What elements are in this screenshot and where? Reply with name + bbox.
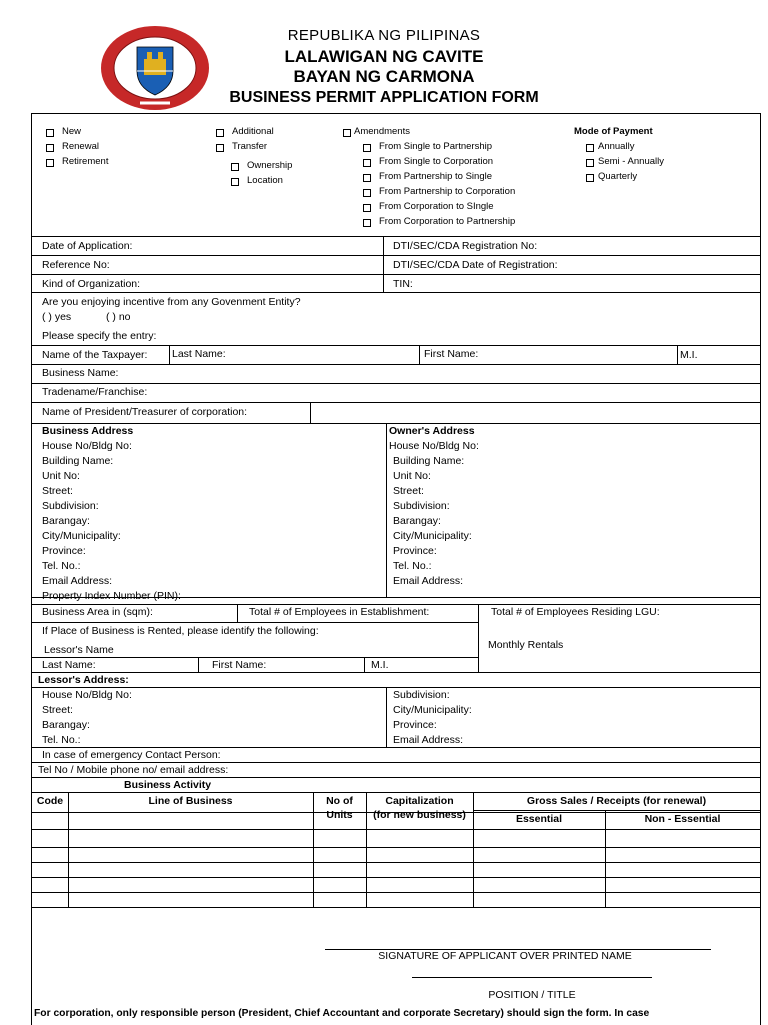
option-transfer-label: Transfer (232, 141, 268, 152)
option-retirement-label: Retirement (62, 156, 109, 167)
lessor-house-no-label: House No/Bldg No: (42, 689, 132, 701)
divider (32, 292, 760, 293)
divider (237, 604, 238, 622)
divider (32, 364, 760, 365)
owner-city-label: City/Municipality: (393, 530, 472, 542)
reference-no-label: Reference No: (42, 259, 110, 271)
checkbox-amendments[interactable] (343, 129, 351, 137)
employees-lgu-label: Total # of Employees Residing LGU: (491, 606, 660, 618)
option-additional-label: Additional (232, 126, 274, 137)
monthly-rentals-label: Monthly Rentals (488, 639, 564, 651)
lessor-city-label: City/Municipality: (393, 704, 472, 716)
divider (310, 402, 311, 423)
checkbox-ownership[interactable] (231, 163, 239, 171)
divider (473, 810, 760, 811)
business-house-no-label: House No/Bldg No: (42, 440, 132, 452)
emergency-contact-label: In case of emergency Contact Person: (42, 749, 221, 761)
checkbox-amend-6[interactable] (363, 219, 371, 227)
business-province-label: Province: (42, 545, 86, 557)
divider (419, 345, 420, 364)
checkbox-amend-5[interactable] (363, 204, 371, 212)
owner-email-label: Email Address: (393, 575, 464, 587)
divider (198, 657, 199, 672)
taxpayer-mi-label: M.I. (680, 349, 698, 361)
option-amend-6-label: From Corporation to Partnership (379, 216, 516, 227)
divider (169, 345, 170, 364)
option-amend-3-label: From Partnership to Single (379, 171, 492, 182)
checkbox-amend-2[interactable] (363, 159, 371, 167)
capitalization-header-2: (for new business) (373, 809, 466, 821)
checkbox-renewal[interactable] (46, 144, 54, 152)
divider (32, 892, 760, 893)
incentive-no-option[interactable]: ( ) no (106, 311, 131, 323)
option-amend-5-label: From Corporation to SIngle (379, 201, 494, 212)
code-header: Code (36, 795, 64, 807)
header-line-3: BAYAN NG CARMONA (293, 67, 475, 86)
line-of-business-header: Line of Business (148, 795, 233, 807)
divider (32, 672, 760, 673)
divider (32, 877, 760, 878)
divider (68, 792, 69, 907)
business-street-label: Street: (42, 485, 73, 497)
incentive-question: Are you enjoying incentive from any Govenment Entity? (42, 296, 301, 308)
checkbox-amend-4[interactable] (363, 189, 371, 197)
checkbox-additional[interactable] (216, 129, 224, 137)
owner-house-no-label: House No/Bldg No: (389, 440, 479, 452)
option-new-label: New (62, 126, 82, 137)
owner-street-label: Street: (393, 485, 424, 497)
divider (32, 657, 478, 658)
divider (32, 847, 760, 848)
checkbox-quarterly[interactable] (586, 174, 594, 182)
tin-label: TIN: (393, 278, 413, 290)
divider (32, 829, 760, 830)
business-city-label: City/Municipality: (42, 530, 121, 542)
checkbox-amend-1[interactable] (363, 144, 371, 152)
owner-barangay-label: Barangay: (393, 515, 441, 527)
essential-header: Essential (515, 813, 563, 825)
option-location-label: Location (247, 175, 283, 186)
business-email-label: Email Address: (42, 575, 113, 587)
divider (32, 236, 760, 237)
checkbox-semi-annually[interactable] (586, 159, 594, 167)
divider (32, 747, 760, 748)
divider (32, 604, 760, 605)
lessor-mi-label: M.I. (371, 659, 389, 671)
business-address-title: Business Address (42, 425, 134, 437)
divider (32, 777, 760, 778)
position-line (412, 977, 652, 978)
divider (364, 657, 365, 672)
lessor-street-label: Street: (42, 704, 73, 716)
checkbox-amend-3[interactable] (363, 174, 371, 182)
divider (32, 274, 760, 275)
pin-label: Property Index Number (PIN): (42, 590, 181, 602)
lessor-address-title: Lessor's Address: (38, 674, 129, 686)
divider (32, 402, 760, 403)
divider (386, 687, 387, 747)
no-of-units-header-1: No of (326, 795, 353, 807)
divider (383, 236, 384, 292)
mode-semi-annually-label: Semi - Annually (598, 156, 665, 167)
divider (32, 862, 760, 863)
option-ownership-label: Ownership (247, 160, 293, 171)
owner-address-title: Owner's Address (389, 425, 475, 437)
business-building-name-label: Building Name: (42, 455, 114, 467)
lessor-tel-label: Tel. No.: (42, 734, 81, 746)
business-activity-title: Business Activity (124, 779, 212, 791)
business-tel-label: Tel. No.: (42, 560, 81, 572)
signature-note: For corporation, only responsible person (President, Chief Accountant and corporate Secretary) should sign the form. In case (34, 1008, 650, 1019)
mode-annually-label: Annually (598, 141, 635, 152)
checkbox-transfer[interactable] (216, 144, 224, 152)
checkbox-annually[interactable] (586, 144, 594, 152)
divider (473, 792, 474, 907)
tradename-label: Tradename/Franchise: (42, 386, 148, 398)
application-form (31, 113, 761, 1025)
dti-registration-date-label: DTI/SEC/CDA Date of Registration: (393, 259, 558, 271)
taxpayer-last-name-label: Last Name: (172, 348, 226, 360)
divider (32, 255, 760, 256)
position-title-label: POSITION / TITLE (488, 989, 576, 1001)
gross-sales-header: Gross Sales / Receipts (for renewal) (526, 795, 707, 807)
checkbox-location[interactable] (231, 178, 239, 186)
owner-tel-label: Tel. No.: (393, 560, 432, 572)
divider (32, 907, 760, 908)
dti-registration-no-label: DTI/SEC/CDA Registration No: (393, 240, 538, 252)
business-unit-no-label: Unit No: (42, 470, 80, 482)
employees-label: Total # of Employees in Establishment: (249, 606, 430, 618)
date-of-application-label: Date of Application: (42, 240, 133, 252)
taxpayer-name-label: Name of the Taxpayer: (42, 349, 148, 361)
lessor-province-label: Province: (393, 719, 437, 731)
owner-building-name-label: Building Name: (393, 455, 465, 467)
business-area-label: Business Area in (sqm): (42, 606, 153, 618)
capitalization-header-1: Capitalization (385, 795, 454, 807)
form-title: BUSINESS PERMIT APPLICATION FORM (229, 89, 539, 106)
divider (478, 604, 479, 672)
no-of-units-header-2: Units (326, 809, 353, 821)
divider (32, 792, 760, 793)
president-label: Name of President/Treasurer of corporation: (42, 406, 248, 418)
divider (32, 423, 760, 424)
checkbox-new[interactable] (46, 129, 54, 137)
specify-entry-label: Please specify the entry: (42, 330, 157, 342)
divider (32, 687, 760, 688)
mode-quarterly-label: Quarterly (598, 171, 638, 182)
header-line-1: REPUBLIKA NG PILIPINAS (287, 27, 481, 44)
business-name-label: Business Name: (42, 367, 119, 379)
option-amend-2-label: From Single to Corporation (379, 156, 494, 167)
signature-label: SIGNATURE OF APPLICANT OVER PRINTED NAME (378, 950, 632, 962)
incentive-yes-option[interactable]: ( ) yes (42, 311, 72, 323)
business-barangay-label: Barangay: (42, 515, 90, 527)
option-amend-1-label: From Single to Partnership (379, 141, 492, 152)
option-amendments-label: Amendments (354, 126, 410, 137)
lessor-barangay-label: Barangay: (42, 719, 90, 731)
mode-of-payment-label: Mode of Payment (574, 126, 653, 137)
divider (32, 345, 760, 346)
owner-province-label: Province: (393, 545, 437, 557)
owner-unit-no-label: Unit No: (393, 470, 431, 482)
owner-subdivision-label: Subdivision: (393, 500, 450, 512)
divider (386, 423, 387, 597)
tel-mobile-label: Tel No / Mobile phone no/ email address: (38, 764, 229, 776)
divider (32, 762, 760, 763)
divider (677, 345, 678, 364)
option-renewal-label: Renewal (62, 141, 99, 152)
lessor-email-label: Email Address: (393, 734, 464, 746)
non-essential-header: Non - Essential (644, 813, 721, 825)
option-amend-4-label: From Partnership to Corporation (379, 186, 516, 197)
divider (32, 383, 760, 384)
business-subdivision-label: Subdivision: (42, 500, 99, 512)
taxpayer-first-name-label: First Name: (424, 348, 479, 360)
rented-label: If Place of Business is Rented, please identify the following: (42, 625, 319, 637)
divider (32, 622, 478, 623)
kind-of-organization-label: Kind of Organization: (42, 278, 141, 290)
checkbox-retirement[interactable] (46, 159, 54, 167)
header-line-2: LALAWIGAN NG CAVITE (284, 47, 484, 66)
lessor-subdivision-label: Subdivision: (393, 689, 450, 701)
lessor-first-name-label: First Name: (212, 659, 267, 671)
lessor-name-label: Lessor's Name (44, 644, 114, 656)
lessor-last-name-label: Last Name: (42, 659, 96, 671)
